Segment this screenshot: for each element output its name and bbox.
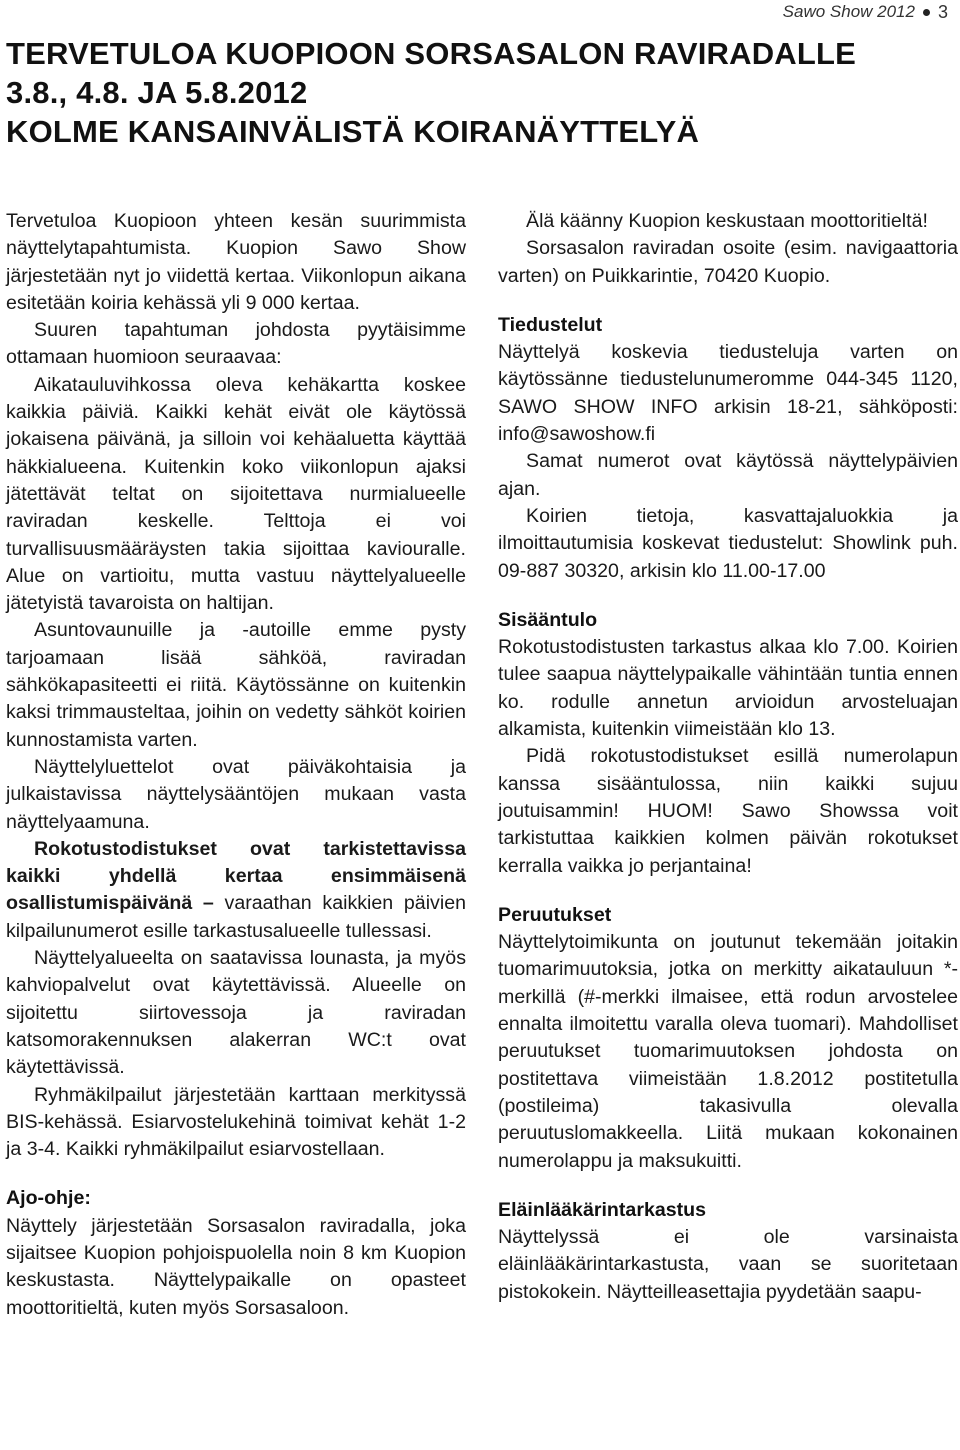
inquiries-heading: Tiedustelut xyxy=(498,313,603,336)
section-spacer xyxy=(498,585,958,607)
cancellations-paragraph: Näyttelytoimikunta on joutunut tekemään joitakin tuomarimuutoksia, jotka on merkitty aikatauluun *-merkillä (#-merkki ilmaisee, että rodun arvostelee ennalta ilmoitettu varalla oleva tuomari). Mahdolliset peruutukset tuomarimuutoksen johdosta on postitettava viimeistään 1.8.2012 postitetulla (postileima) takasivulla olevalla peruutuslomakkeella. Liitä mukaan kokonainen numerolappu ja maksukuitti. xyxy=(498,931,958,1172)
bullet-dot-icon xyxy=(923,9,930,16)
section-spacer xyxy=(498,880,958,902)
vaccination-rest-text: varaathan kaikkien päivien kilpailunumerot esille tarkastusalueelle tullessasi. xyxy=(6,892,466,942)
left-column xyxy=(6,208,466,1322)
running-title: Sawo Show 2012 xyxy=(782,2,915,21)
vaccination-bold-text: Rokotustodistukset ovat tarkistettavissa kaikki yhdellä kertaa ensimmäisenä osallistumispäivänä – xyxy=(6,837,466,915)
directions-heading: Ajo-ohje: xyxy=(6,1187,91,1210)
vet-check-paragraph: Näyttelyssä ei ole varsinaista eläinlääkärintarkastusta, vaan se suoritetaan pistokokein. Näytteilleasettajia pyydetään saapu- xyxy=(498,1226,958,1303)
page-title xyxy=(6,34,946,151)
showlink-paragraph: Koirien tietoja, kasvattajaluokkia ja ilmoittautumisia koskevat tiedustelut: Showlink puh. 09-887 30320, arkisin klo 11.00-17.00 xyxy=(498,504,958,582)
notice-intro-paragraph: Suuren tapahtuman johdosta pyytäisimme ottamaan huomioon seuraavaa: xyxy=(6,319,466,369)
intro-paragraph: Tervetuloa Kuopioon yhteen kesän suurimmista näyttelytapahtumista. Kuopion Sawo Show järjestetään nyt jo viidettä kertaa. Viikonlopun aikana esitetään koiria kehässä yli 9 000 kertaa. xyxy=(6,210,466,314)
group-competitions-paragraph: Ryhmäkilpailut järjestetään karttaan merkityssä BIS-kehässä. Esiarvostelukehinä toimivat kehät 1-2 ja 3-4. Kaikki ryhmäkilpailut esiarvostellaan. xyxy=(6,1083,466,1161)
caravan-paragraph: Asuntovaunuille ja -autoille emme pysty tarjoamaan lisää sähköä, raviradan sähkökapasiteetti ei riitä. Käytössänne on kuitenkin kaksi trimmausteltaa, joihin on vedetty sähköt koirien kunnostamista varten. xyxy=(6,619,466,751)
section-spacer xyxy=(498,290,958,312)
section-spacer xyxy=(6,1163,466,1185)
directions-paragraph: Näyttely järjestetään Sorsasalon raviradalla, joka sijaitsee Kuopion pohjoispuolella noin 8 km Kuopion keskustasta. Näyttelypaikalle on opasteet moottoritieltä, kuten myös Sorsasaloon. xyxy=(6,1214,466,1319)
ring-map-paragraph: Aikatauluvihkossa oleva kehäkartta koskee kaikkia päiviä. Kaikki kehät eivät ole käytössä jokaisena päivänä, ja silloin voi kehäaluetta käyttää häkkialueena. Kuitenkin koko viikonlopun ajaksi jätettävät teltat on sijoitettava nurmialueelle raviradan keskelle. Telttoja ei voi turvallisuusmääräysten takia sijoittaa kaviouralle. Alue on vartioitu, mutta vastuu näyttelyalueelle jätetyistä tavaroista on haltijan. xyxy=(6,373,466,615)
title-line-2: 3.8., 4.8. JA 5.8.2012 xyxy=(6,75,308,110)
running-header xyxy=(783,0,948,24)
entry-heading: Sisääntulo xyxy=(498,608,598,631)
vaccination-check-paragraph: Pidä rokotustodistukset esillä numerolapun kanssa sisääntulossa, niin kaikki sujuu joutuisammin! HUOM! Sawo Showssa voit tarkistuttaa kaikkien kolmen päivän rokotukset kerralla vaikka jo perjantaina! xyxy=(498,745,958,877)
address-paragraph: Sorsasalon raviradan osoite (esim. navigaattoria varten) on Puikkarintie, 70420 Kuopio. xyxy=(498,237,958,287)
catalogue-paragraph: Näyttelyluettelot ovat päiväkohtaisia ja julkaistavissa näyttelysääntöjen mukaan vasta näyttelyaamuna. xyxy=(6,755,466,833)
cancellations-heading: Peruutukset xyxy=(498,903,612,926)
entry-paragraph: Rokotustodistusten tarkastus alkaa klo 7.00. Koirien tulee saapua näyttelypaikalle vähintään tuntia ennen ko. rodulle annetun arvioidun arvosteluajan alkamista, kuitenkin viimeistään klo 13. xyxy=(498,636,958,741)
vet-check-heading: Eläinlääkärintarkastus xyxy=(498,1198,707,1221)
services-paragraph: Näyttelyalueelta on saatavissa lounasta, ja myös kahviopalvelut ovat käytettävissä. Alueelle on sijoitettu siirtovessoja ja raviradan katsomorakennuksen alakerran WC:t ovat käytettävissä. xyxy=(6,947,466,1079)
show-days-numbers-paragraph: Samat numerot ovat käytössä näyttelypäivien ajan. xyxy=(498,450,958,500)
right-column xyxy=(498,208,958,1306)
inquiries-paragraph: Näyttelyä koskevia tiedusteluja varten on käytössänne tiedustelunumeromme 044-345 1120, SAWO SHOW INFO arkisin 18-21, sähköposti: info@sawoshow.fi xyxy=(498,341,958,446)
motorway-warning-paragraph: Älä käänny Kuopion keskustaan moottoritieltä! xyxy=(526,210,928,232)
title-line-3: KOLME KANSAINVÄLISTÄ KOIRANÄYTTELYÄ xyxy=(6,114,700,149)
section-spacer xyxy=(498,1175,958,1197)
page-number: 3 xyxy=(937,1,948,22)
title-line-1: TERVETULOA KUOPIOON SORSASALON RAVIRADALLE xyxy=(6,36,857,71)
vaccination-paragraph xyxy=(6,836,466,945)
